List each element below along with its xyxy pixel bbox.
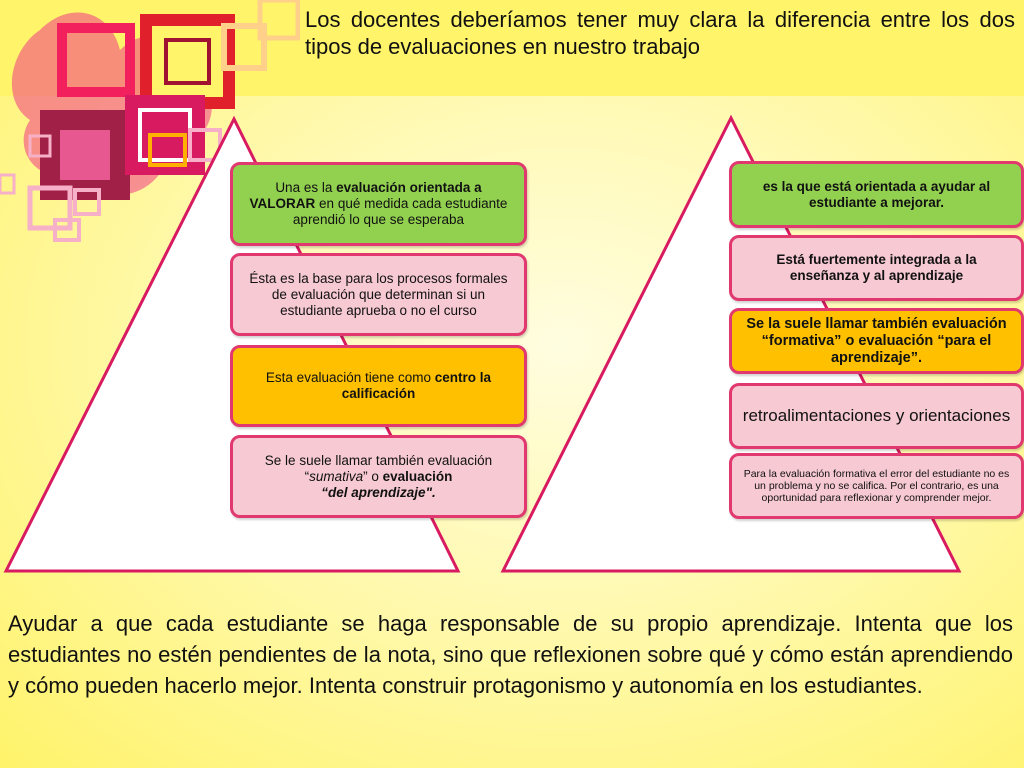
left-box-valorar [230,162,527,246]
left-box-calificacion [230,345,527,427]
right-box-integrada [729,235,1024,301]
bottom-paragraph: Ayudar a que cada estudiante se haga responsable de su propio aprendizaje. Intenta que los estudiantes no estén pendientes de la nota, sino que reflexionen sobre qué y cómo están aprendiendo y cómo pueden hacerlo mejor. Intenta construir protagonismo y autonomía en los estudiantes. [8,611,1013,698]
left-box-valorar-text: Una es la evaluación orientada a VALORAR en qué medida cada estudiante aprendió lo que se esperaba [249,180,508,227]
square-red-inner [152,26,223,97]
right-box-formativa-text: Se la suele llamar también evaluación “formativa” o evaluación “para el aprendizaje”. [746,315,1007,366]
right-box-error-text: Para la evaluación formativa el error del estudiante no es un problema y no se califica. Por el contrario, es una oportunidad para reflexionar y comprender mejor. [743,468,1010,504]
left-box-calificacion-text: Esta evaluación tiene como centro la calificación [265,370,492,401]
right-box-ayudar [729,161,1024,228]
left-box-sumativa-text: Se le suele llamar también evaluación “sumativa” o evaluación “del aprendizaje". [264,452,493,500]
right-box-formativa [729,308,1024,374]
right-box-ayudar-text: es la que está orientada a ayudar al estudiante a mejorar. [762,178,991,210]
left-box-sumativa [230,435,527,518]
right-box-retroalimentaciones-text: retroalimentaciones y orientaciones [742,406,1011,425]
slide-title: Los docentes deberíamos tener muy clara la diferencia entre los dos tipos de evaluaciones en nuestro trabajo [305,7,1015,59]
right-box-integrada-text: Está fuertemente integrada a la enseñanza y al aprendizaje [776,252,977,283]
right-box-retroalimentaciones [729,383,1024,449]
left-box-base-procesos [230,253,527,336]
right-box-error [729,453,1024,519]
left-box-base-procesos-text: Ésta es la base para los procesos formales de evaluación que determinan si un estudiante aprueba o no el curso [249,270,508,318]
